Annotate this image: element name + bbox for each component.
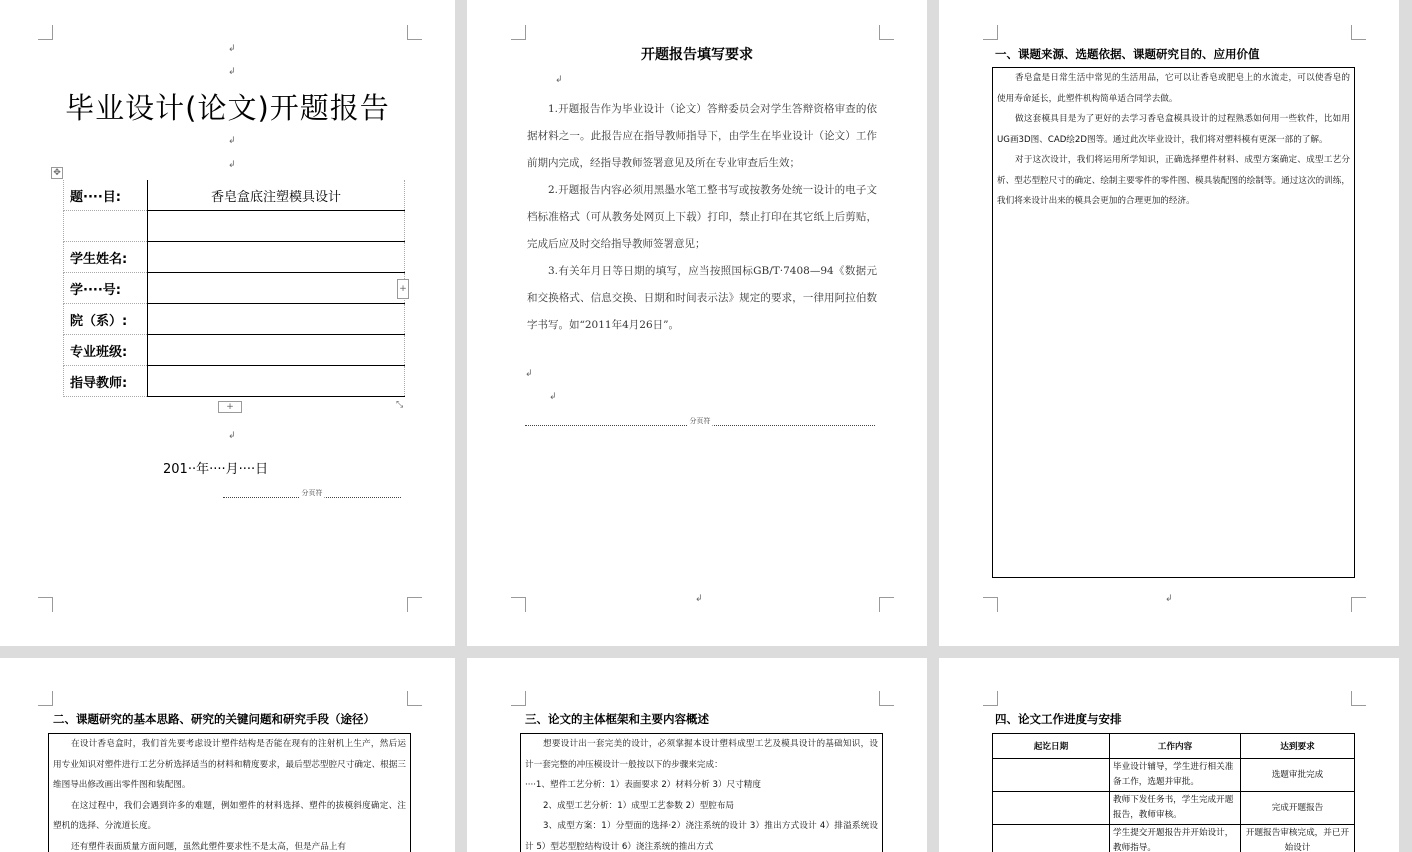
section-2-box <box>48 733 411 852</box>
section-3-box <box>520 733 883 852</box>
table-row <box>64 242 405 273</box>
paragraph-mark: ↲ <box>228 160 236 170</box>
field-label-title: 题····目: <box>64 180 148 211</box>
field-value-blank[interactable] <box>148 211 405 242</box>
section-1-box <box>992 67 1355 578</box>
crop-mark <box>511 691 526 706</box>
table-cell[interactable] <box>993 759 1110 792</box>
section-3-paragraph: ····1、塑件工艺分析：1）表面要求 2）材料分析 3）尺寸精度 <box>525 780 761 790</box>
table-row <box>64 180 405 211</box>
crop-mark <box>511 597 526 612</box>
table-move-handle[interactable]: ✥ <box>51 167 63 179</box>
column-header-content: 工作内容 <box>1110 734 1241 759</box>
field-value-student-name[interactable] <box>148 242 405 273</box>
section-2-title: 二、课题研究的基本思路、研究的关键问题和研究手段（途径） <box>53 712 375 726</box>
table-row <box>993 759 1355 792</box>
resize-handle-icon[interactable]: ⤡ <box>396 400 404 410</box>
requirements-title: 开题报告填写要求 <box>641 47 753 63</box>
cover-title: 毕业设计(论文)开题报告 <box>65 91 390 125</box>
field-value-class[interactable] <box>148 335 405 366</box>
page-break-label: 分页符 <box>689 417 711 425</box>
section-1-title: 一、课题来源、选题依据、课题研究目的、应用价值 <box>995 47 1260 61</box>
section-2-paragraph: 还有塑件表面质量方面问题，虽然此塑件要求性不是太高，但是产品上有 <box>71 841 347 852</box>
crop-mark <box>407 691 422 706</box>
table-cell[interactable]: 毕业设计辅导，学生进行相关准备工作，选题并审批。 <box>1110 759 1241 792</box>
paragraph-mark: ↲ <box>228 67 236 77</box>
crop-mark <box>1351 25 1366 40</box>
page-cover <box>0 0 455 646</box>
crop-mark <box>1351 597 1366 612</box>
field-label-class: 专业班级: <box>64 335 148 366</box>
crop-mark <box>38 597 53 612</box>
table-row <box>64 273 405 304</box>
paragraph-mark: ↲ <box>525 369 533 379</box>
field-value-title[interactable]: 香皂盒底注塑模具设计 <box>148 180 405 211</box>
table-row <box>993 792 1355 825</box>
table-cell[interactable]: 开题报告审核完成，并已开始设计 <box>1241 825 1355 852</box>
table-row <box>64 366 405 397</box>
column-header-dates: 起讫日期 <box>993 734 1110 759</box>
section-4-title: 四、论文工作进度与安排 <box>995 712 1122 726</box>
page-section-2 <box>0 658 455 852</box>
section-3-paragraph: 3、成型方案：1）分型面的选择·2）浇注系统的设计 3）推出方式设计 4）排溢系统设计 5）型芯型腔结构设计 6）浇注系统的推出方式 <box>525 821 878 852</box>
table-cell[interactable] <box>993 825 1110 852</box>
crop-mark <box>511 25 526 40</box>
crop-mark <box>38 691 53 706</box>
table-row <box>64 335 405 366</box>
crop-mark <box>879 597 894 612</box>
cover-info-table <box>63 180 405 397</box>
crop-mark <box>407 25 422 40</box>
section-1-paragraph: 香皂盒是日常生活中常见的生活用品，它可以让香皂或肥皂上的水流走，可以使香皂的使用寿命延长，此塑件机构简单适合同学去做。 <box>997 73 1350 104</box>
page-section-1 <box>939 0 1399 646</box>
table-row <box>64 211 405 242</box>
crop-mark <box>38 25 53 40</box>
paragraph-mark: ↲ <box>695 594 703 604</box>
page-break <box>223 489 401 498</box>
paragraph-mark: ↲ <box>228 44 236 54</box>
section-1-paragraph: 做这套模具目是为了更好的去学习香皂盒模具设计的过程熟悉如何用一些软件，比如用UG画3D图、CAD绘2D图等。通过此次毕业设计，我们将对塑料模有更深一部的了解。 <box>997 114 1350 145</box>
paragraph-mark: ↲ <box>1165 594 1173 604</box>
section-3-paragraph: 想要设计出一套完美的设计，必须掌握本设计塑料成型工艺及模具设计的基础知识，设计一套完整的冲压模设计一般按以下的步骤来完成： <box>525 739 878 770</box>
cover-date: 201··年····月····日 <box>163 462 269 477</box>
field-label-department: 院（系）: <box>64 304 148 335</box>
field-value-department[interactable] <box>148 304 405 335</box>
section-2-paragraph: 在设计香皂盒时，我们首先要考虑设计塑件结构是否能在现有的注射机上生产，然后运用专业知识对塑件进行工艺分析选择适当的材料和精度要求，最后型芯型腔尺寸确定、根据三维图导出修改画出零件图和装配图。 <box>53 739 406 790</box>
table-cell[interactable]: 学生提交开题报告并开始设计，教师指导。 <box>1110 825 1241 852</box>
add-column-button[interactable]: + <box>397 279 409 299</box>
table-cell[interactable]: 教师下发任务书，学生完成开题报告，教师审核。 <box>1110 792 1241 825</box>
table-row <box>993 825 1355 852</box>
section-2-paragraph: 在这过程中，我们会遇到许多的难题，例如塑件的材料选择、塑件的拔模斜度确定、注塑机的选择、分流道长度。 <box>53 800 406 831</box>
section-1-paragraph: 对于这次设计，我们将运用所学知识，正确选择塑件材料、成型方案确定、成型工艺分析、型芯型腔尺寸的确定、绘制主要零件的零件图、模具装配图的绘制等。通过这次的训练，我们将来设计出来的模具会更加的合理更加的经济。 <box>997 155 1350 206</box>
field-label-blank <box>64 211 148 242</box>
column-header-goal: 达到要求 <box>1241 734 1355 759</box>
table-cell[interactable]: 完成开题报告 <box>1241 792 1355 825</box>
crop-mark <box>983 25 998 40</box>
field-value-student-id[interactable] <box>148 273 405 304</box>
requirement-item: 2.开题报告内容必须用黑墨水笔工整书写或按教务处统一设计的电子文档标准格式（可从教务处网页上下载）打印，禁止打印在其它纸上后剪贴，完成后应及时交给指导教师签署意见； <box>527 184 877 250</box>
page-section-4 <box>939 658 1399 852</box>
crop-mark <box>983 691 998 706</box>
field-label-advisor: 指导教师: <box>64 366 148 397</box>
crop-mark <box>407 597 422 612</box>
requirements-body <box>527 96 877 339</box>
table-header-row <box>993 734 1355 759</box>
crop-mark <box>879 25 894 40</box>
section-3-title: 三、论文的主体框架和主要内容概述 <box>525 712 709 726</box>
section-3-paragraph: 2、成型工艺分析：1）成型工艺参数 2）型腔布局 <box>543 800 735 811</box>
requirement-item: 3.有关年月日等日期的填写，应当按照国标GB/T·7408—94《数据元和交换格式、信息交换、日期和时间表示法》规定的要求，一律用阿拉伯数字书写。如“2011年4月26日”。 <box>527 265 877 331</box>
schedule-table <box>992 733 1355 852</box>
crop-mark <box>1351 691 1366 706</box>
paragraph-mark: ↲ <box>228 431 236 441</box>
page-section-3 <box>467 658 927 852</box>
field-label-student-name: 学生姓名: <box>64 242 148 273</box>
crop-mark <box>879 691 894 706</box>
paragraph-mark: ↲ <box>555 75 563 85</box>
add-row-button[interactable]: + <box>218 401 242 413</box>
table-cell[interactable] <box>993 792 1110 825</box>
page-break <box>525 417 875 426</box>
paragraph-mark: ↲ <box>228 136 236 146</box>
table-row <box>64 304 405 335</box>
table-cell[interactable]: 选题审批完成 <box>1241 759 1355 792</box>
field-label-student-id: 学····号: <box>64 273 148 304</box>
requirement-item: 1.开题报告作为毕业设计（论文）答辩委员会对学生答辩资格审查的依据材料之一。此报告应在指导教师指导下，由学生在毕业设计（论文）工作前期内完成，经指导教师签署意见及所在专业审查后生效； <box>527 103 877 169</box>
field-value-advisor[interactable] <box>148 366 405 397</box>
crop-mark <box>983 597 998 612</box>
page-break-label: 分页符 <box>301 489 323 497</box>
paragraph-mark: ↲ <box>549 392 557 402</box>
